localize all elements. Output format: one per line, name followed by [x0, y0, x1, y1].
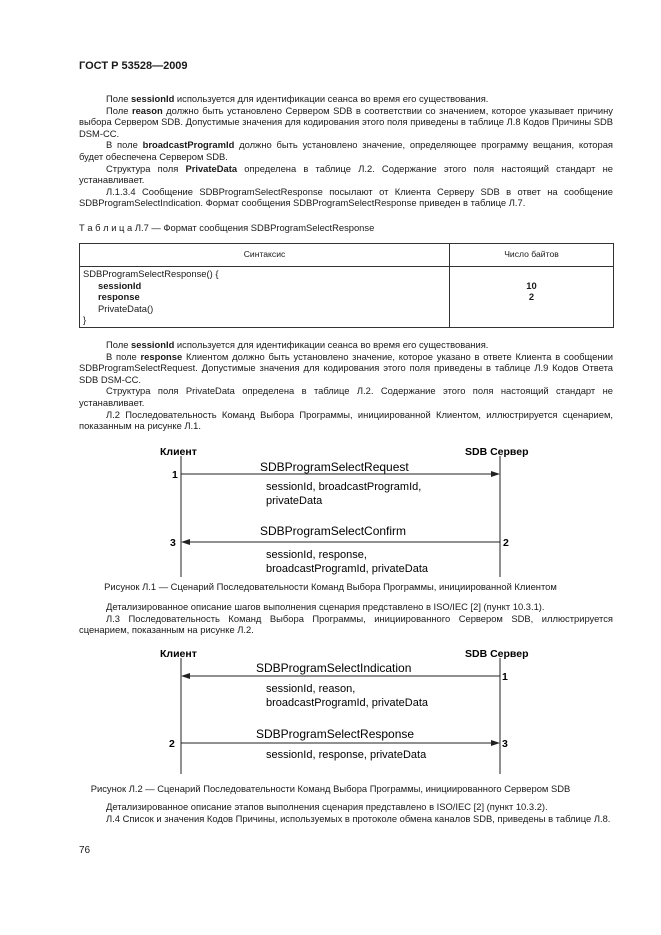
syntax-open: SDBProgramSelectResponse() {	[83, 268, 219, 279]
paragraph: В поле response Клиентом должно быть установлено значение, которое указано в ответе Клиента в сообщении SDBProgramSelectRequest. Допустимые значения для кодирования этого поля приведены в таблице Л.9 Кодов Ответа SDB DSM-CC.	[79, 350, 613, 385]
arrow-head	[491, 471, 500, 477]
paragraph: Л.2 Последовательность Команд Выбора Программы, инициированной Клиентом, иллюстрируется сценарием, показанным на рисунке Л.1.	[79, 408, 613, 432]
server-label: SDB Сервер	[465, 446, 529, 458]
paragraph: Л.4 Список и значения Кодов Причины, используемых в протоколе обмена каналов SDB, приведены в таблице Л.8.	[106, 812, 611, 824]
message-2-label: SDBProgramSelectResponse	[256, 727, 415, 741]
table-row	[80, 267, 614, 328]
figure-1-caption: Рисунок Л.1 — Сценарий Последовательности Команд Выбора Программы, инициированной Клиентом	[104, 581, 557, 592]
paragraph: В поле broadcastProgramId должно быть установлено значение, определяющее программу вещания, которая будет обеспечена Сервером SDB.	[79, 139, 614, 162]
paragraph: Поле sessionId используется для идентификации сеанса во время его существования.	[106, 93, 489, 104]
message-format-table	[79, 243, 614, 328]
step-number: 2	[503, 537, 509, 549]
step-number: 2	[169, 738, 175, 750]
field-response: response	[98, 291, 140, 303]
paragraph: Л.3 Последовательность Команд Выбора Программы, инициированного Сервером SDB, иллюстрируется сценарием, показанным на рисунке Л.2.	[79, 612, 613, 636]
paragraph: Л.1.3.4 Сообщение SDBProgramSelectResponse посылают от Клиента Серверу SDB в ответ на сообщение SDBProgramSelectIndication. Формат сообщения SDBProgramSelectResponse приведен в таблице Л.7.	[79, 185, 613, 209]
paragraph: Детализированное описание шагов выполнения сценария представлено в ISO/IEC [2] (пункт 10.3.1).	[106, 601, 545, 612]
step-number: 3	[502, 738, 508, 750]
field-private-data: PrivateData()	[98, 302, 154, 314]
sequence-diagram-2	[0, 642, 661, 777]
message-1-params: sessionId, broadcastProgramId,	[266, 481, 422, 493]
paragraph: Поле reason должно быть установлено Сервером SDB в соответствии со значением, которое указывает причину выбора Сервером SDB. Допустимые значения для кодирования этого поля приведены в таблице Л.8 Кодов Причины SDB DSM-CC.	[79, 104, 613, 139]
between-paragraphs	[79, 601, 613, 636]
bytes-session-id: 10	[526, 279, 537, 291]
page-number: 76	[79, 845, 91, 856]
message-1-label: SDBProgramSelectRequest	[260, 460, 409, 474]
bottom-paragraphs	[79, 801, 613, 824]
table-header-row	[80, 244, 614, 267]
message-2-params: sessionId, response,	[266, 549, 367, 561]
bytes-response: 2	[528, 291, 535, 303]
message-1-params: broadcastProgramId, privateData	[266, 697, 429, 709]
syntax-close: }	[83, 314, 87, 326]
step-number: 1	[502, 671, 508, 683]
document-header: ГОСТ Р 53528—2009	[79, 60, 188, 72]
arrow-head	[491, 740, 500, 746]
syntax-cell	[80, 267, 450, 328]
arrow-head	[181, 673, 190, 679]
column-header-syntax: Синтаксис	[80, 244, 450, 267]
message-1-params: sessionId, reason,	[266, 683, 356, 695]
figure-2-caption: Рисунок Л.2 — Сценарий Последовательности Команд Выбора Программы, инициированного Сервером SDB	[90, 783, 571, 794]
middle-paragraphs	[79, 339, 613, 432]
step-number: 1	[172, 469, 178, 481]
arrow-head	[181, 539, 190, 545]
paragraph: Детализированное описание этапов выполнения сценария представлено в ISO/IEC [2] (пункт 10.3.2).	[106, 801, 548, 812]
server-label: SDB Сервер	[465, 648, 529, 660]
paragraph: Поле sessionId используется для идентификации сеанса во время его существования.	[106, 339, 489, 350]
message-1-label: SDBProgramSelectIndication	[256, 661, 412, 675]
message-1-params: privateData	[266, 495, 323, 507]
client-label: Клиент	[160, 648, 197, 660]
bytes-cell	[450, 267, 614, 328]
sequence-diagram-1	[0, 440, 661, 580]
column-header-bytes: Число байтов	[450, 244, 614, 267]
paragraph: Структура поля PrivateData определена в таблице Л.2. Содержание этого поля настоящий стандарт не устанавливает.	[79, 162, 613, 186]
step-number: 3	[170, 537, 176, 549]
table-title: Т а б л и ц а Л.7 — Формат сообщения SDBProgramSelectResponse	[79, 222, 375, 233]
field-session-id: sessionId	[98, 279, 142, 291]
message-2-label: SDBProgramSelectConfirm	[260, 524, 407, 538]
client-label: Клиент	[160, 446, 197, 458]
top-paragraphs	[79, 93, 613, 209]
paragraph: Структура поля PrivateData определена в таблице Л.2. Содержание этого поля настоящий стандарт не устанавливает.	[79, 385, 613, 408]
message-2-params: sessionId, response, privateData	[266, 749, 427, 761]
message-2-params: broadcastProgramId, privateData	[266, 563, 429, 575]
